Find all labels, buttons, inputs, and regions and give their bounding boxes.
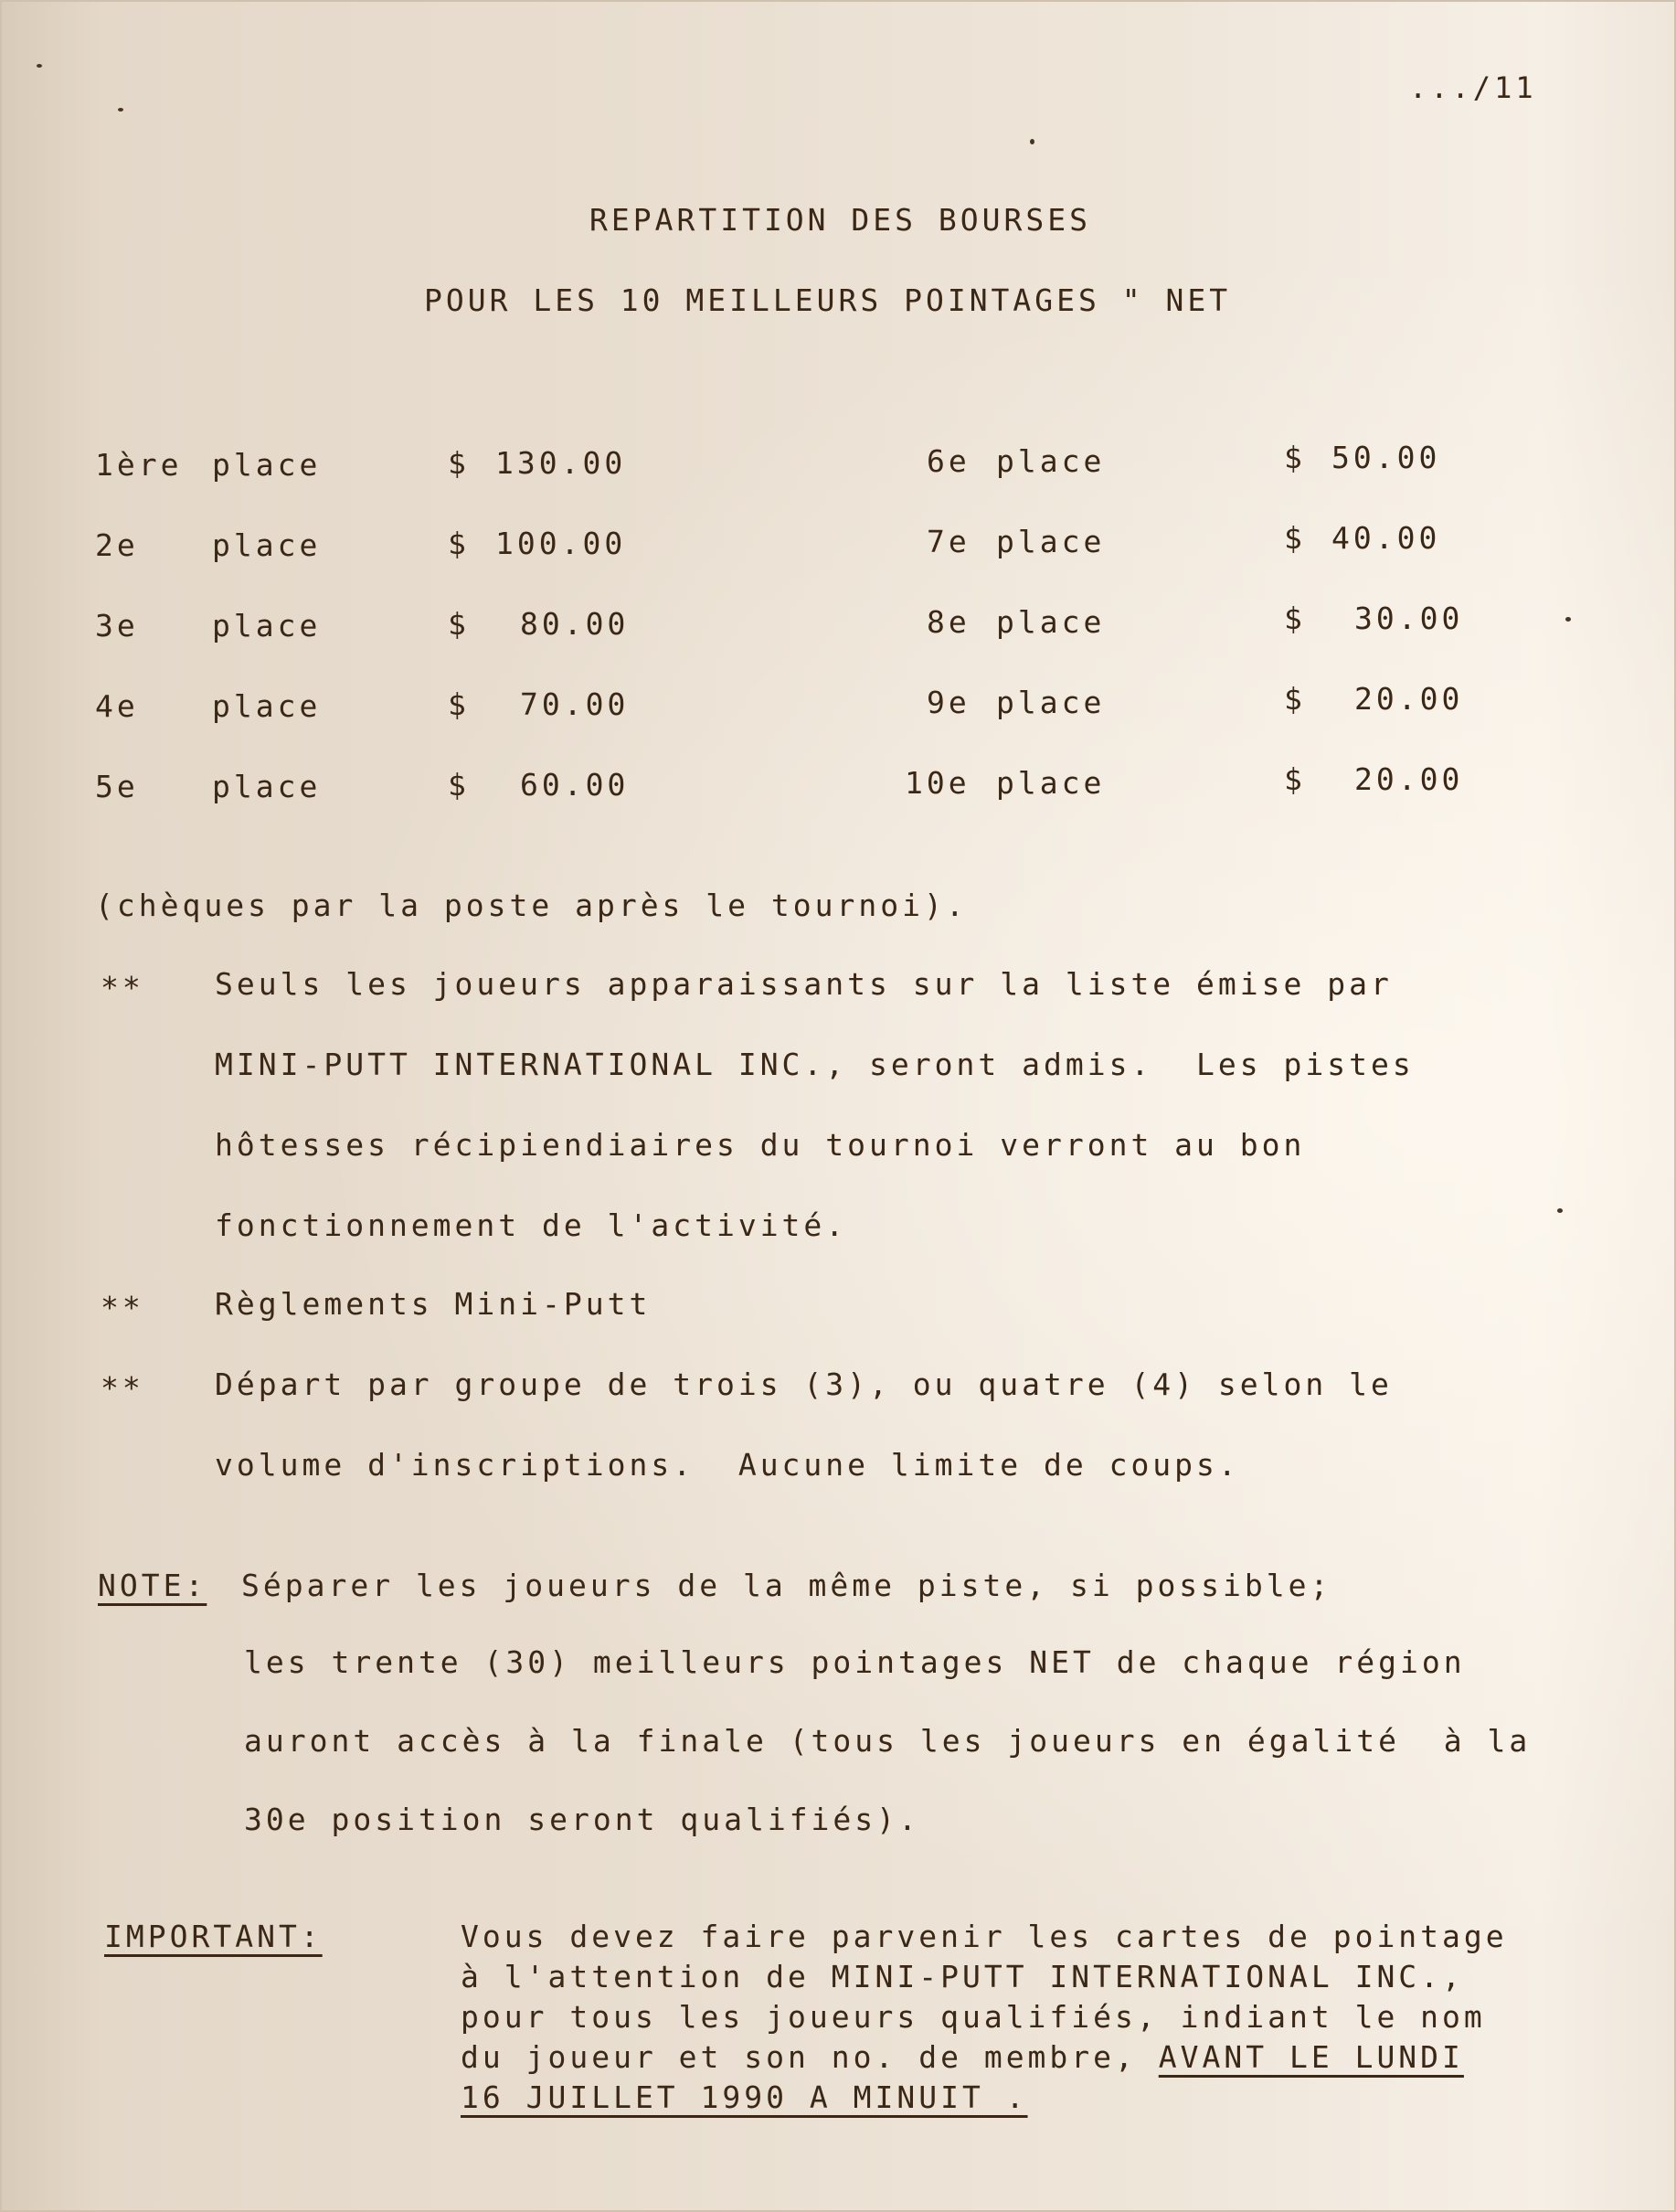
prize-amount: 100.00 xyxy=(495,526,627,561)
bullet-line: MINI-PUTT INTERNATIONAL INC., seront admis. Les pistes xyxy=(215,1047,1415,1082)
cheques-note: (chèques par la poste après le tournoi). xyxy=(95,888,968,923)
prize-rank: 5e xyxy=(95,769,139,804)
prize-rank: 3e xyxy=(95,608,139,643)
prize-currency: $ xyxy=(448,526,470,561)
important-line: Vous devez faire parvenir les cartes de pointage xyxy=(461,1919,1508,1954)
important-line: à l'attention de MINI-PUTT INTERNATIONAL INC., xyxy=(461,1959,1464,1994)
prize-rank: 7e xyxy=(927,524,971,559)
note-label: NOTE: xyxy=(98,1568,207,1603)
prize-label: place xyxy=(212,769,322,804)
prize-rank: 8e xyxy=(927,604,971,640)
important-line: pour tous les joueurs qualifiés, indiant le nom xyxy=(461,1999,1486,2035)
title-line-1: REPARTITION DES BOURSES xyxy=(589,202,1091,238)
prize-rank: 4e xyxy=(95,688,139,724)
scan-speck xyxy=(37,64,42,68)
bullet-line: fonctionnement de l'activité. xyxy=(215,1207,848,1243)
prize-currency: $ xyxy=(448,767,470,803)
page-marker: .../11 xyxy=(1409,70,1537,105)
prize-label: place xyxy=(212,608,322,643)
scan-speck xyxy=(1565,617,1571,622)
note-line: Séparer les joueurs de la même piste, si possible; xyxy=(241,1568,1332,1603)
prize-amount: 80.00 xyxy=(520,606,630,642)
prize-amount: 50.00 xyxy=(1331,440,1441,475)
prize-rank: 9e xyxy=(927,685,971,720)
bullet-line: volume d'inscriptions. Aucune limite de coups. xyxy=(215,1447,1240,1483)
prize-amount: 20.00 xyxy=(1354,761,1464,797)
prize-currency: $ xyxy=(1284,440,1306,475)
important-line-text: du joueur et son no. de membre, xyxy=(461,2039,1159,2075)
important-line xyxy=(461,2039,1464,2075)
prize-rank: 10e xyxy=(905,765,971,801)
scan-speck xyxy=(1030,139,1034,144)
note-line: auront accès à la finale (tous les joueurs en égalité à la xyxy=(244,1723,1532,1759)
prize-amount: 30.00 xyxy=(1354,601,1464,636)
prize-label: place xyxy=(996,443,1106,479)
bullet-marker: ** xyxy=(101,1370,144,1406)
prize-currency: $ xyxy=(1284,681,1306,717)
bullet-line: Départ par groupe de trois (3), ou quatre (4) selon le xyxy=(215,1367,1393,1402)
note-line: les trente (30) meilleurs pointages NET de chaque région xyxy=(244,1644,1466,1680)
prize-rank: 6e xyxy=(927,443,971,479)
important-label: IMPORTANT: xyxy=(104,1919,323,1954)
bullet-line: Règlements Mini-Putt xyxy=(215,1286,652,1322)
prize-currency: $ xyxy=(448,606,470,642)
prize-currency: $ xyxy=(1284,761,1306,797)
prize-label: place xyxy=(996,685,1106,720)
prize-currency: $ xyxy=(448,686,470,722)
prize-label: place xyxy=(996,765,1106,801)
prize-label: place xyxy=(996,524,1106,559)
prize-amount: 40.00 xyxy=(1331,520,1441,556)
title-line-2: POUR LES 10 MEILLEURS POINTAGES " NET xyxy=(424,282,1232,318)
bullet-marker: ** xyxy=(101,1290,144,1325)
note-line: 30e position seront qualifiés). xyxy=(244,1802,920,1837)
scan-speck xyxy=(1557,1208,1563,1213)
prize-amount: 60.00 xyxy=(520,767,630,803)
prize-label: place xyxy=(996,604,1106,640)
prize-amount: 130.00 xyxy=(495,445,627,481)
prize-amount: 20.00 xyxy=(1354,681,1464,717)
deadline-text: AVANT LE LUNDI xyxy=(1158,2039,1464,2075)
prize-currency: $ xyxy=(1284,601,1306,636)
prize-amount: 70.00 xyxy=(520,686,630,722)
prize-label: place xyxy=(212,447,322,483)
prize-label: place xyxy=(212,527,322,563)
prize-rank: 2e xyxy=(95,527,139,563)
prize-label: place xyxy=(212,688,322,724)
scan-speck xyxy=(118,108,123,112)
bullet-marker: ** xyxy=(101,970,144,1005)
deadline-date: 16 JUILLET 1990 A MINUIT . xyxy=(461,2079,1028,2115)
prize-currency: $ xyxy=(448,445,470,481)
prize-rank: 1ère xyxy=(95,447,183,483)
bullet-line: hôtesses récipiendiaires du tournoi verront au bon xyxy=(215,1127,1306,1163)
bullet-line: Seuls les joueurs apparaissants sur la liste émise par xyxy=(215,966,1393,1002)
prize-currency: $ xyxy=(1284,520,1306,556)
